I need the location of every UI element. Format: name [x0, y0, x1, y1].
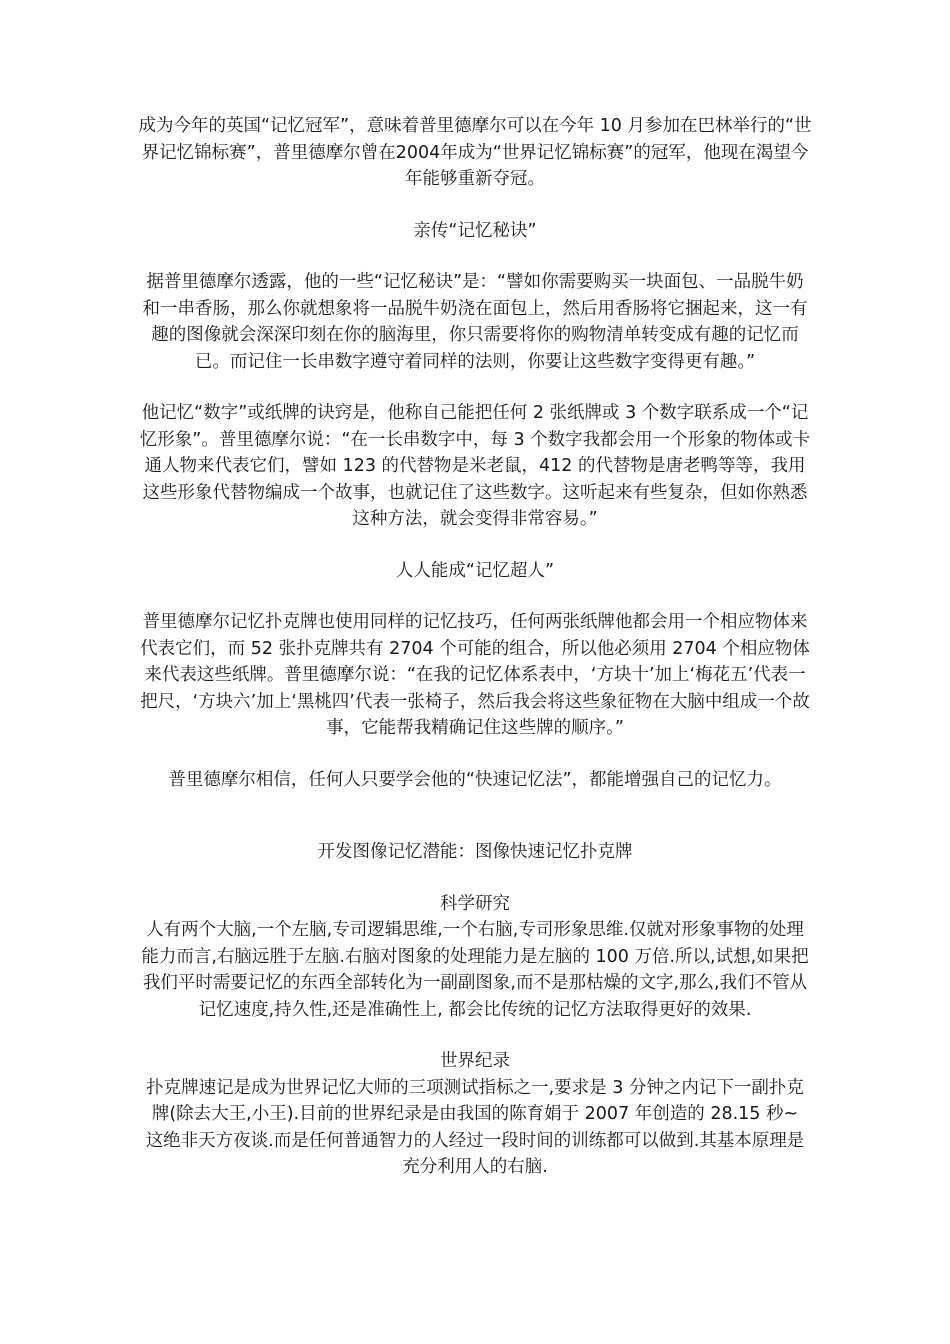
document-body	[138, 113, 812, 1181]
paragraph-principle: 这绝非天方夜谈.而是任何普通智力的人经过一段时间的训练都可以做到.其基本原理是充分利用人的右脑.	[145, 1130, 805, 1177]
heading-world-record: 世界纪录	[440, 1051, 510, 1071]
heading-memory-superman: 人人能成“记忆超人”	[395, 560, 555, 581]
paragraph-belief: 普里德摩尔相信，任何人只要学会他的“快速记忆法”，都能增强自己的记忆力。	[168, 769, 782, 790]
heading-memory-secrets: 亲传“记忆秘诀”	[413, 220, 537, 241]
heading-science-research: 科学研究	[440, 893, 510, 914]
section-title-image-memory: 开发图像记忆潜能：图像快速记忆扑克牌	[317, 842, 633, 862]
paragraph-numbers-cards: 他记忆“数字”或纸牌的诀窍是，他称自己能把任何 2 张纸牌或 3 个数字联系成一个“记忆形象”。普里德摩尔说：“在一长串数字中，每 3 个数字我都会用一个形象的物体或卡通人物来代表它们，譬如 123 的代替物是米老鼠，412 的代替物是唐老鸭等等，我用这些形象代替物编成一个故事，也就记住了这些数字。这听起来有些复杂，但如你熟悉这种方法，就会变得非常容易。”	[139, 403, 811, 529]
paragraph-poker-technique: 普里德摩尔记忆扑克牌也使用同样的记忆技巧，任何两张纸牌他都会用一个相应物体来代表它们，而 52 张扑克牌共有 2704 个可能的组合，所以他必须用 2704 个相应物体来代表这些纸牌。普里德摩尔说：“在我的记忆体系表中，‘方块十’加上‘梅花五’代表一把尺，‘方块六’加上‘黑桃四’代表一张椅子，然后我会将这些象征物在大脑中组成一个故事，它能帮我精确记住这些牌的顺序。”	[140, 612, 810, 738]
paragraph-champion: 成为今年的英国“记忆冠军”，意味着普里德摩尔可以在今年 10 月参加在巴林举行的“世界记忆锦标赛”，普里德摩尔曾在2004年成为“世界记忆锦标赛”的冠军，他现在渴望今年能够重新夺冠。	[138, 116, 812, 189]
paragraph-brain: 人有两个大脑,一个左脑,专司逻辑思维,一个右脑,专司形象思维.仅就对形象事物的处理能力而言,右脑远胜于左脑.右脑对图象的处理能力是左脑的 100 万倍.所以,试想,如果把我们平时需要记忆的东西全部转化为一副副图象,而不是那枯燥的文字,那么,我们不管从记忆速度,持久性,还是准确性上, 都会比传统的记忆方法取得更好的效果.	[141, 920, 809, 1020]
paragraph-secrets: 据普里德摩尔透露，他的一些“记忆秘诀”是：“譬如你需要购买一块面包、一品脱牛奶和一串香肠，那么你就想象将一品脱牛奶浇在面包上，然后用香肠将它捆起来，这一有趣的图像就会深深印刻在你的脑海里，你只需要将你的购物清单转变成有趣的记忆而已。而记住一长串数字遵守着同样的法则，你要让这些数字变得更有趣。”	[142, 272, 808, 372]
paragraph-record: 扑克牌速记是成为世界记忆大师的三项测试指标之一,要求是 3 分钟之内记下一副扑克牌(除去大王,小王).目前的世界纪录是由我国的陈育娟于 2007 年创造的 28.15 秒~	[146, 1077, 804, 1124]
